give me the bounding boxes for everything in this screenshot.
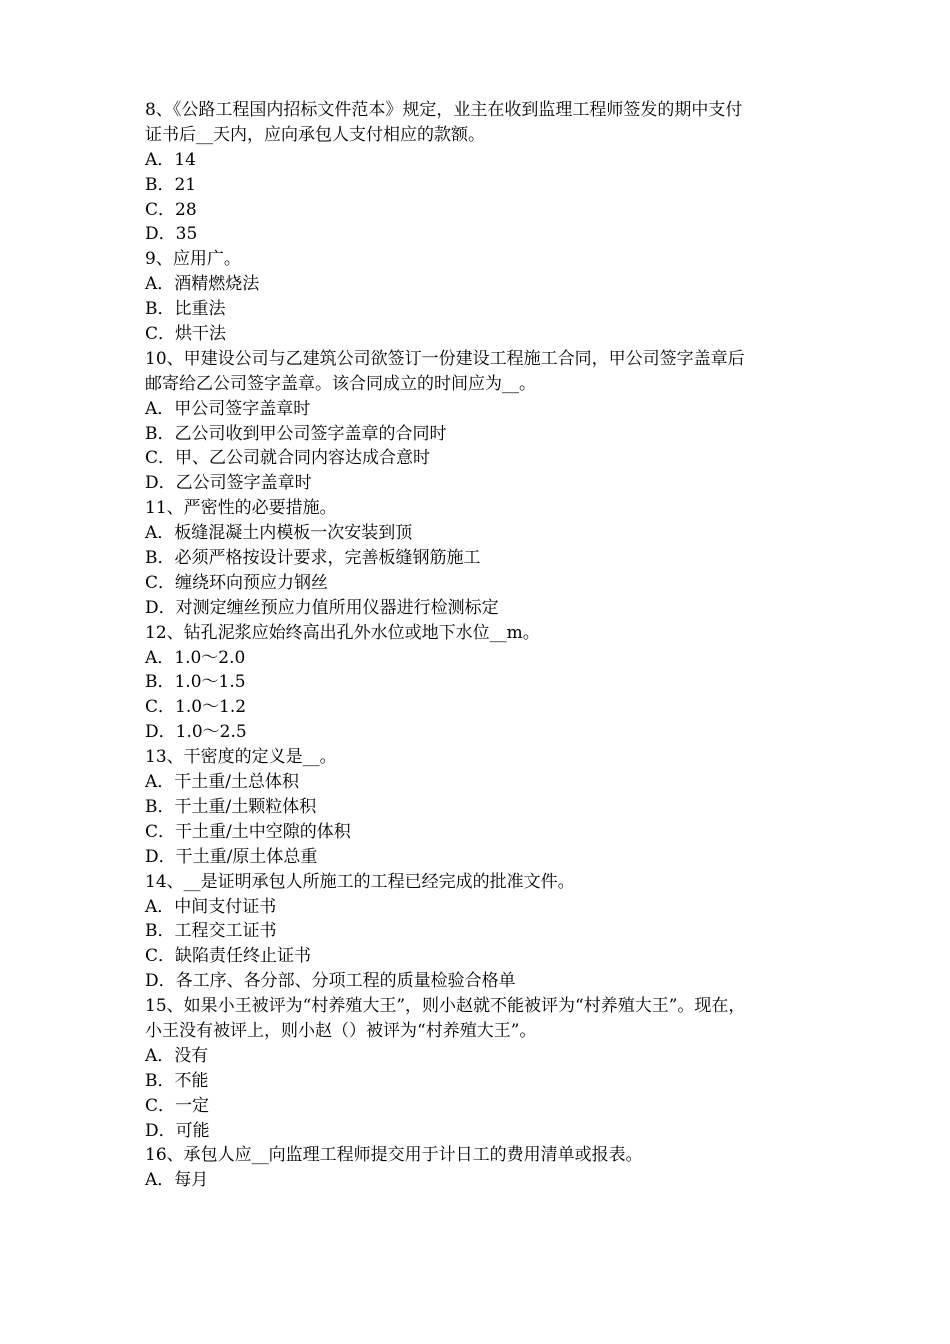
question-13 [145,745,810,869]
question-stem: 小王没有被评上，则小赵（）被评为“村养殖大王”。 [145,1020,537,1041]
question-stem: 14、__是证明承包人所施工的工程已经完成的批准文件。 [145,871,575,892]
option-a: A．中间支付证书 [145,896,277,917]
question-15 [145,994,810,1143]
question-12 [145,621,810,745]
question-11 [145,496,810,620]
question-stem: 11、严密性的必要措施。 [145,498,337,519]
question-8 [145,98,810,247]
option-b: B．比重法 [145,299,226,320]
option-b: B．1.0～1.5 [145,672,246,693]
question-stem: 15、如果小王被评为“村养殖大王”，则小赵就不能被评为“村养殖大王”。现在， [145,996,746,1017]
question-10 [145,347,810,496]
option-a: A．甲公司签字盖章时 [145,398,311,419]
option-d: D．干土重/原土体总重 [145,846,318,867]
option-b: B．乙公司收到甲公司签字盖章的合同时 [145,423,447,444]
option-b: B．不能 [145,1070,209,1091]
option-a: A．没有 [145,1045,209,1066]
option-c: C．甲、乙公司就合同内容达成合意时 [145,448,431,469]
option-d: D．乙公司签字盖章时 [145,473,312,494]
option-b: B．必须严格按设计要求，完善板缝钢筋施工 [145,548,481,569]
option-c: C．28 [145,199,197,220]
question-stem: 13、干密度的定义是__。 [145,747,337,768]
question-14 [145,870,810,994]
question-stem: 邮寄给乙公司签字盖章。该合同成立的时间应为__。 [145,373,536,394]
option-d: D．对测定缠丝预应力值所用仪器进行检测标定 [145,597,499,618]
option-a: A．酒精燃烧法 [145,274,260,295]
option-d: D．1.0～2.5 [145,722,247,743]
option-c: C．干土重/土中空隙的体积 [145,821,351,842]
option-d: D．可能 [145,1120,210,1141]
option-d: D．35 [145,224,198,245]
question-9 [145,247,810,347]
document-page [145,98,810,1193]
question-stem: 12、钻孔泥浆应始终高出孔外水位或地下水位__m。 [145,622,540,643]
question-stem: 证书后__天内，应向承包人支付相应的款额。 [145,124,485,145]
option-a: A．每月 [145,1170,209,1191]
question-stem: 8、《公路工程国内招标文件范本》规定，业主在收到监理工程师签发的期中支付 [145,100,743,120]
option-c: C．烘干法 [145,324,227,345]
option-b: B．干土重/土颗粒体积 [145,796,317,817]
option-c: C．缺陷责任终止证书 [145,946,312,967]
question-stem: 10、甲建设公司与乙建筑公司欲签订一份建设工程施工合同，甲公司签字盖章后 [145,348,745,369]
question-16 [145,1143,810,1193]
question-stem: 9、应用广。 [145,249,241,270]
option-b: B．工程交工证书 [145,921,277,942]
option-a: A．1.0～2.0 [145,647,246,668]
option-d: D．各工序、各分部、分项工程的质量检验合格单 [145,971,516,992]
question-stem: 16、承包人应__向监理工程师提交用于计日工的费用清单或报表。 [145,1145,643,1166]
option-a: A．干土重/土总体积 [145,772,300,793]
option-a: A．14 [145,149,196,170]
option-c: C．缠绕环向预应力钢丝 [145,572,329,593]
option-c: C．1.0～1.2 [145,697,247,718]
option-b: B．21 [145,174,197,195]
option-c: C．一定 [145,1095,210,1116]
option-a: A．板缝混凝土内模板一次安装到顶 [145,523,413,544]
